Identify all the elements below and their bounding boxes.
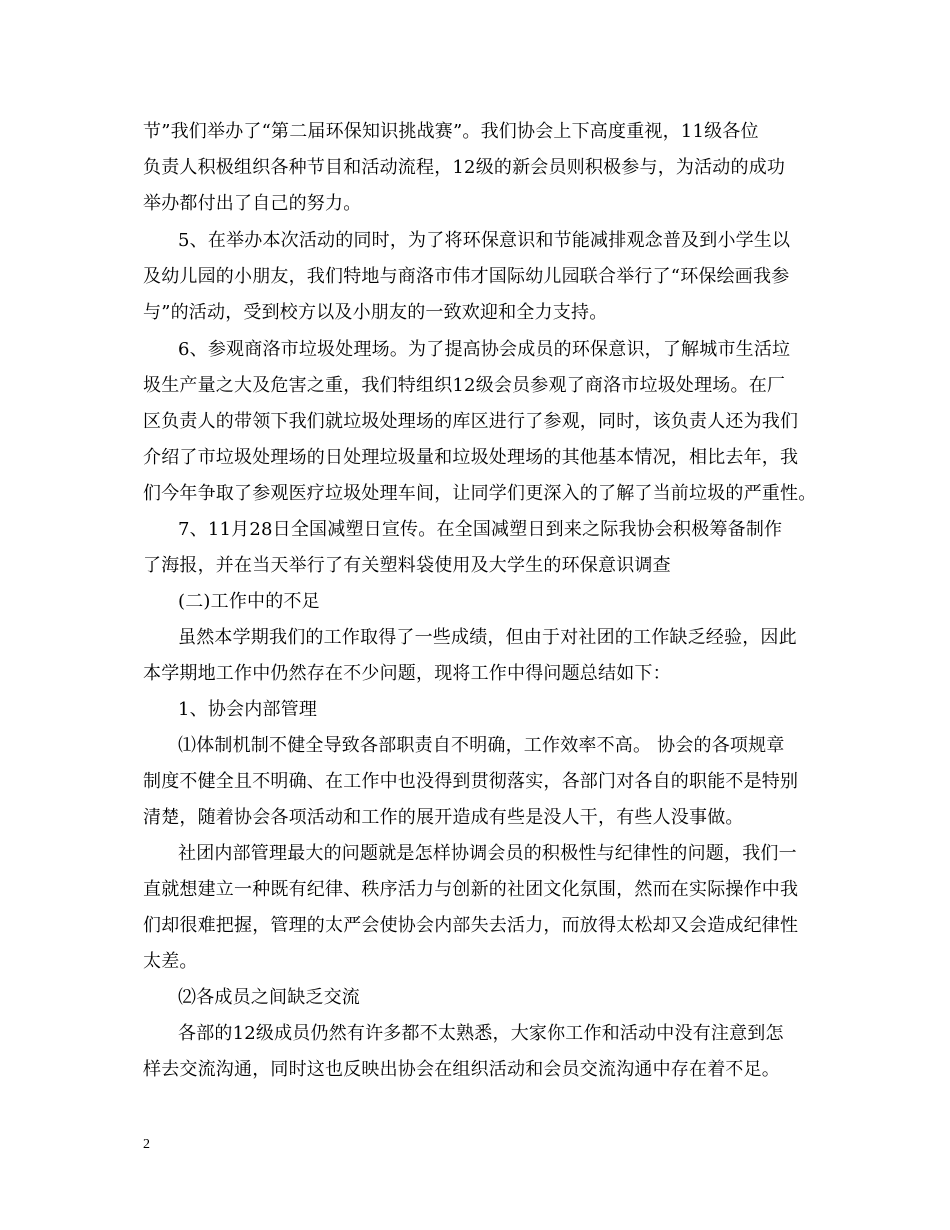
text-line: 区负责人的带领下我们就垃圾处理场的库区进行了参观，同时，该负责人还为我们 (143, 411, 799, 432)
text-line: 及幼儿园的小朋友，我们特地与商洛市伟才国际幼儿园联合举行了“环保绘画我参 (143, 266, 790, 287)
text-line: 圾生产量之大及危害之重，我们特组织12级会员参观了商洛市垃圾处理场。在厂 (143, 375, 786, 396)
text-line: ⑴体制机制不健全导致各部职责自不明确，工作效率不高。 协会的各项规章 (178, 735, 785, 756)
text-line: 太差。 (143, 951, 198, 972)
text-line: 介绍了市垃圾处理场的日处理垃圾量和垃圾处理场的其他基本情况，相比去年，我 (143, 447, 799, 468)
text-line: 们今年争取了参观医疗垃圾处理车间，让同学们更深入的了解了当前垃圾的严重性。 (143, 483, 817, 504)
text-line: 清楚，随着协会各项活动和工作的展开造成有些是没人干，有些人没事做。 (143, 807, 744, 828)
text-line: 了海报，并在当天举行了有关塑料袋使用及大学生的环保意识调查 (143, 555, 671, 576)
text-line: 与”的活动，受到校方以及小朋友的一致欢迎和全力支持。 (143, 302, 608, 323)
text-line: 制度不健全且不明确、在工作中也没得到贯彻落实，各部门对各自的职能不是特别 (143, 771, 799, 792)
text-line: 虽然本学期我们的工作取得了一些成绩，但由于对社团的工作缺乏经验，因此 (178, 627, 797, 648)
section-heading: (二)工作中的不足 (178, 591, 320, 612)
text-line: 负责人积极组织各种节目和活动流程，12级的新会员则积极参与，为活动的成功 (143, 157, 786, 178)
text-line: 举办都付出了自己的努力。 (143, 193, 362, 214)
text-line: 们却很难把握，管理的太严会使协会内部失去活力，而放得太松却又会造成纪律性 (143, 915, 799, 936)
text-line: 各部的12级成员仍然有许多都不太熟悉，大家你工作和活动中没有注意到怎 (178, 1023, 784, 1044)
text-line: 7、11月28日全国减塑日宣传。在全国减塑日到来之际我协会积极筹备制作 (178, 519, 783, 540)
text-line: 样去交流沟通，同时这也反映出协会在组织活动和会员交流沟通中存在着不足。 (143, 1059, 780, 1080)
subsection-heading: 1、协会内部管理 (178, 699, 318, 720)
text-line: 6、参观商洛市垃圾处理场。为了提高协会成员的环保意识，了解城市生活垃 (178, 339, 791, 360)
page-number: 2 (143, 1137, 150, 1152)
text-line: 本学期地工作中仍然存在不少问题，现将工作中得问题总结如下： (143, 663, 671, 684)
text-line: 直就想建立一种既有纪律、秩序活力与创新的社团文化氛围，然而在实际操作中我 (143, 879, 799, 900)
subsection-heading: ⑵各成员之间缺乏交流 (178, 987, 360, 1008)
text-line: 节”我们举办了“第二届环保知识挑战赛”。我们协会上下高度重视，11级各位 (143, 121, 759, 142)
text-line: 社团内部管理最大的问题就是怎样协调会员的积极性与纪律性的问题，我们一 (178, 843, 797, 864)
text-line: 5、在举办本次活动的同时，为了将环保意识和节能减排观念普及到小学生以 (178, 230, 791, 251)
